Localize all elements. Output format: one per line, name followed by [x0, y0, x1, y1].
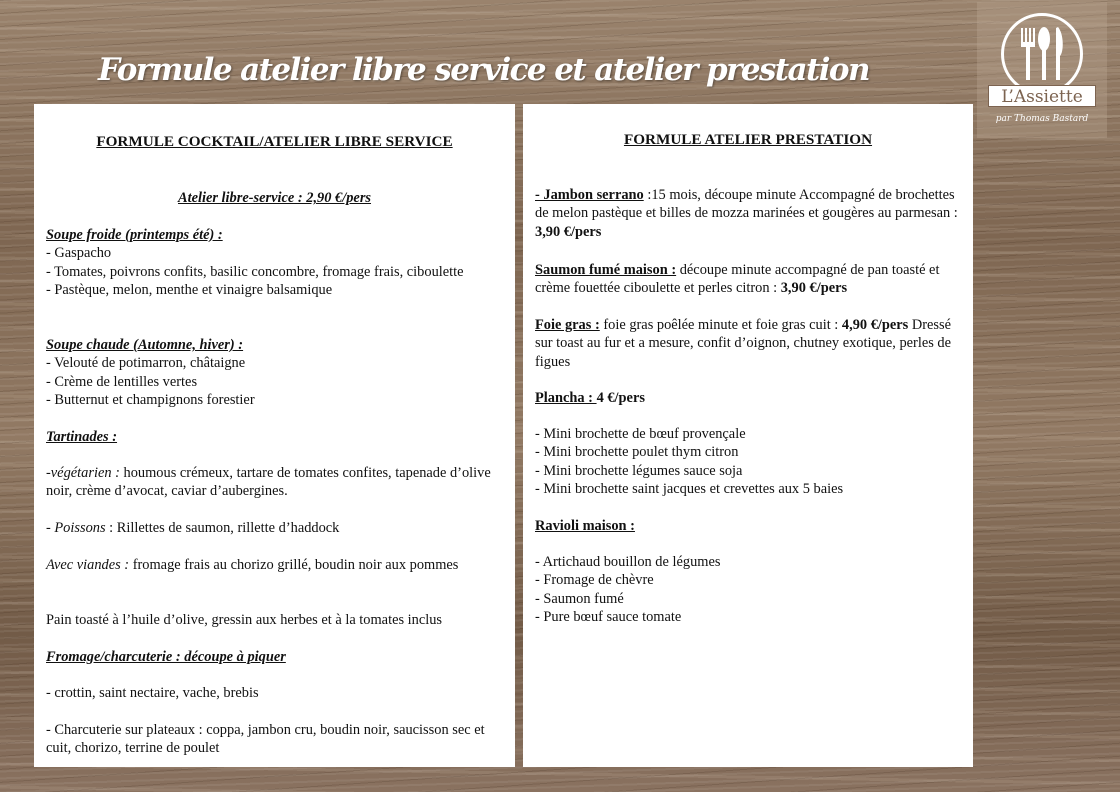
soupe-chaude-title: Soupe chaude (Automne, hiver) :	[46, 337, 244, 353]
list-item: - Artichaud bouillon de légumes	[535, 554, 721, 570]
viandes-label: Avec viandes :	[46, 557, 130, 573]
atelier-price: Atelier libre-service : 2,90 €/pers	[177, 190, 372, 206]
foie-price: 4,90 €/pers	[841, 317, 909, 333]
logo-name: L’Assiette	[1001, 87, 1083, 107]
ravioli-title: Ravioli maison :	[535, 518, 635, 534]
saumon-text: découpe minute accompagné de pan toasté et crème fouettée ciboulette et perles citron :	[535, 262, 940, 297]
cocktail-panel	[34, 104, 515, 767]
plancha-price: 4 €/pers	[596, 390, 645, 406]
poissons-label: Poissons	[54, 520, 106, 536]
veg-text: houmous crémeux, tartare de tomates confites, tapenade d’olive noir, crème d’avocat, caviar d’aubergines.	[46, 465, 491, 500]
veg-label: -végétarien :	[46, 465, 120, 481]
pain-note: Pain toasté à l’huile d’olive, gressin aux herbes et à la tomates inclus	[46, 612, 443, 628]
soupe-froide-title: Soupe froide (printemps été) :	[46, 227, 223, 243]
list-item: - Gaspacho	[46, 245, 112, 262]
list-item: - Fromage de chèvre	[535, 572, 654, 589]
saumon-section	[535, 261, 963, 298]
list-item: - Crème de lentilles vertes	[46, 373, 198, 390]
plancha-title-row	[535, 389, 963, 407]
list-item: - Pure bœuf sauce tomate	[535, 608, 682, 625]
foie-title: Foie gras :	[535, 317, 600, 333]
jambon-text: :15 mois, découpe minute Accompagné de brochettes de melon pastèque et billes de mozza marinées et gougères au parmesan :	[535, 187, 958, 222]
list-item: - Mini brochette saint jacques et crevettes aux 5 baies	[535, 480, 844, 497]
list-item: - Mini brochette de bœuf provençale	[535, 426, 746, 442]
list-item: - Mini brochette légumes sauce soja	[535, 462, 743, 479]
list-item: - Saumon fumé	[535, 590, 624, 607]
soupe-chaude-section	[46, 336, 505, 409]
tartinades-title: Tartinades :	[46, 429, 118, 445]
prestation-panel	[523, 104, 973, 767]
list-item: - Pastèque, melon, menthe et vinaigre balsamique	[46, 281, 333, 298]
ravioli-list	[535, 553, 963, 626]
jambon-title: - Jambon serrano	[535, 187, 644, 203]
foie-gras-section	[535, 316, 963, 371]
saumon-title: Saumon fumé maison :	[535, 262, 677, 278]
cutlery-icon	[1012, 22, 1072, 84]
logo	[977, 2, 1107, 138]
plancha-list	[535, 425, 963, 498]
cocktail-heading: FORMULE COCKTAIL/ATELIER LIBRE SERVICE	[96, 133, 453, 150]
jambon-section	[535, 186, 963, 241]
jambon-price: 3,90 €/pers	[535, 223, 602, 240]
foie-text-1: foie gras poêlée minute et foie gras cuit :	[599, 317, 842, 333]
fromage-item: - crottin, saint nectaire, vache, brebis	[46, 685, 259, 701]
tartinade-poissons	[46, 519, 505, 537]
list-item: - Velouté de potimarron, châtaigne	[46, 355, 246, 372]
tartinade-viandes	[46, 556, 505, 574]
viandes-text: fromage frais au chorizo grillé, boudin noir aux pommes	[129, 557, 459, 573]
logo-banner	[988, 85, 1096, 107]
prestation-heading: FORMULE ATELIER PRESTATION	[623, 131, 873, 148]
saumon-price: 3,90 €/pers	[780, 280, 848, 297]
poissons-text: : Rillettes de saumon, rillette d’haddock	[105, 520, 340, 536]
list-item: - Mini brochette poulet thym citron	[535, 444, 739, 461]
poissons-prefix: -	[46, 520, 55, 536]
foie-text-2: Dressé sur toast au fur et a mesure, confit d’oignon, chutney exotique, perles de figues	[535, 317, 952, 370]
fromage-title: Fromage/charcuterie : découpe à piquer	[46, 649, 286, 665]
charcuterie-item: - Charcuterie sur plateaux : coppa, jambon cru, boudin noir, saucisson sec et cuit, chorizo, terrine de poulet	[46, 722, 485, 757]
list-item: - Butternut et champignons forestier	[46, 391, 255, 408]
plancha-title: Plancha :	[535, 390, 597, 406]
soupe-froide-section	[46, 226, 505, 299]
logo-signature: par Thomas Bastard	[995, 114, 1089, 124]
tartinade-vegetarien	[46, 464, 505, 501]
page-title: Formule atelier libre service et atelier prestation	[98, 52, 869, 88]
list-item: - Tomates, poivrons confits, basilic concombre, fromage frais, ciboulette	[46, 263, 464, 280]
